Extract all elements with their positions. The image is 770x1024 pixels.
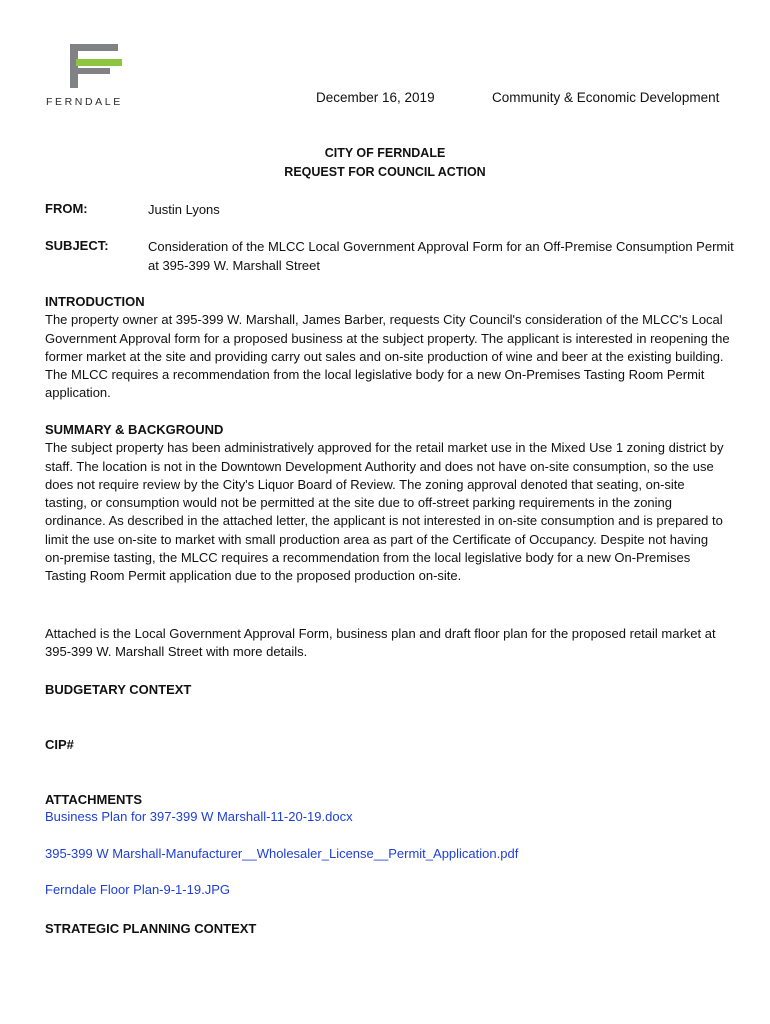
- summary-heading: SUMMARY & BACKGROUND: [45, 422, 224, 437]
- department-name: Community & Economic Development: [492, 90, 720, 105]
- logo-wordmark: FERNDALE: [46, 96, 123, 108]
- document-title-request: REQUEST FOR COUNCIL ACTION: [284, 165, 486, 179]
- summary-section: [45, 421, 730, 586]
- summary-body-1: The subject property has been administratively approved for the retail market use in the Mixed Use 1 zoning district by staff. The location is not in the Downtown Development Authority and does not have on-site consumption, so the use does not require review by the City's Liquor Board of Review. The zoning approval denoted that seating, on-site tasting, or consumption would not be permitted at the site due to off-street parking requirements in the zoning ordinance. As described in the attached letter, the applicant is not interested in on-site consumption and is prepared to limit the use on-site to market with small production area as part of the Certificate of Occupancy. Despite not having on-premise tasting, the MLCC requires a recommendation from the local legislative body for a new On-Premises Tasting Room Permit application due to the proposed production on-site.: [45, 440, 724, 584]
- strategic-heading: STRATEGIC PLANNING CONTEXT: [45, 921, 257, 936]
- subject-value: Consideration of the MLCC Local Government Approval Form for an Off-Premise Consumption Permit at 395-399 W. Marshall Street: [148, 239, 734, 273]
- from-label: FROM:: [45, 201, 88, 216]
- introduction-body: The property owner at 395-399 W. Marshall, James Barber, requests City Council's consideration of the MLCC's Local Government Approval form for a proposed business at the subject property. The applicant is interested in reopening the former market at the site and providing carry out sales and on-site production of wine and beer at the existing building. The MLCC requires a recommendation from the local legislative body for a new On-Premises Tasting Room Permit application.: [45, 312, 730, 401]
- attachment-link-business-plan[interactable]: Business Plan for 397-399 W Marshall-11-20-19.docx: [45, 809, 353, 824]
- ferndale-logo-icon: [70, 44, 122, 88]
- introduction-heading: INTRODUCTION: [45, 294, 145, 309]
- memo-date: December 16, 2019: [316, 90, 435, 105]
- from-value: Justin Lyons: [148, 202, 220, 217]
- attachment-link-permit-application[interactable]: 395-399 W Marshall-Manufacturer__Wholesaler_License__Permit_Application.pdf: [45, 846, 519, 861]
- attachments-note: Attached is the Local Government Approval Form, business plan and draft floor plan for the proposed retail market at 395-399 W. Marshall Street with more details.: [45, 626, 716, 660]
- budgetary-heading: BUDGETARY CONTEXT: [45, 682, 192, 697]
- attachment-link-floor-plan[interactable]: Ferndale Floor Plan-9-1-19.JPG: [45, 882, 230, 897]
- cip-heading: CIP#: [45, 737, 74, 752]
- attachments-heading: ATTACHMENTS: [45, 792, 143, 807]
- subject-label: SUBJECT:: [45, 238, 109, 253]
- introduction-section: [45, 293, 730, 403]
- document-title-city: CITY OF FERNDALE: [324, 146, 446, 160]
- ferndale-logo: [46, 44, 150, 110]
